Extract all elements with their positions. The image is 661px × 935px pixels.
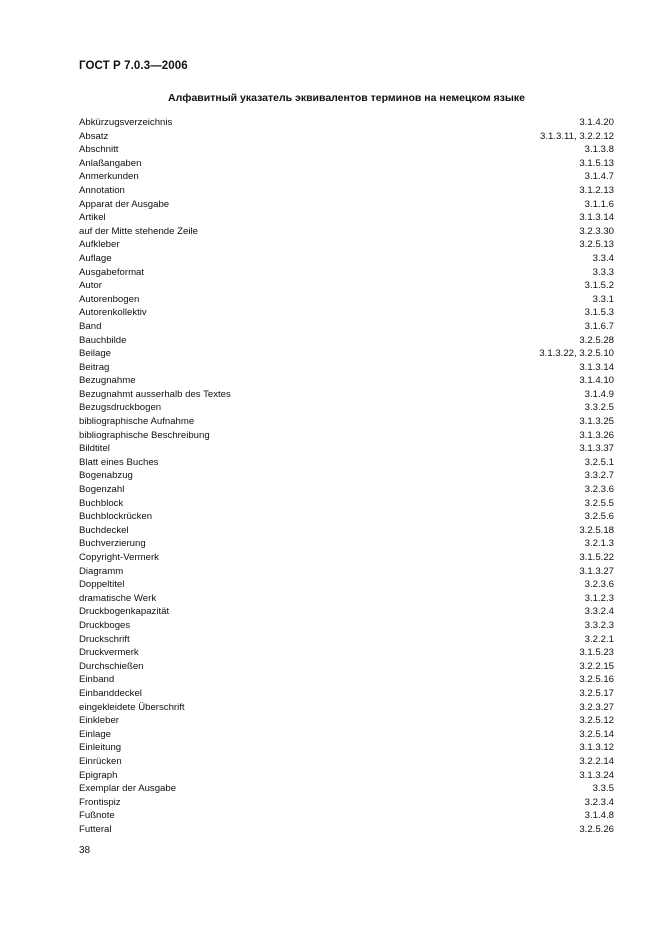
index-entry	[79, 320, 614, 334]
index-reference: 3.1.2.13	[579, 184, 614, 196]
index-term: bibliographische Aufnahme	[79, 416, 195, 428]
index-term: Annotation	[79, 184, 125, 196]
index-term: Ausgabeformat	[79, 266, 145, 278]
index-reference: 3.2.3.30	[579, 225, 614, 237]
index-reference: 3.1.4.7	[584, 171, 614, 183]
index-entry	[79, 714, 614, 728]
index-term: Einband	[79, 674, 115, 686]
index-term: Apparat der Ausgabe	[79, 198, 170, 210]
index-title: Алфавитный указатель эквивалентов терминов на немецком языке	[168, 92, 525, 104]
index-term: Bezugnahme	[79, 375, 136, 387]
index-reference: 3.1.4.8	[584, 810, 614, 822]
index-term: Durchschießen	[79, 660, 144, 672]
index-entry	[79, 524, 614, 538]
index-entry	[79, 646, 614, 660]
index-term: Beitrag	[79, 361, 110, 373]
index-reference: 3.2.5.28	[579, 334, 614, 346]
index-reference: 3.1.5.13	[579, 157, 614, 169]
index-reference: 3.3.2.4	[584, 606, 614, 618]
index-entry	[79, 225, 614, 239]
index-term: Bezugnahmt ausserhalb des Textes	[79, 388, 231, 400]
index-entry	[79, 728, 614, 742]
index-entry	[79, 456, 614, 470]
index-term: Autorenbogen	[79, 293, 140, 305]
index-term: Absatz	[79, 130, 109, 142]
index-term: Doppeltitel	[79, 579, 125, 591]
index-term: Exemplar der Ausgabe	[79, 783, 177, 795]
index-term: Anlaßangaben	[79, 157, 142, 169]
index-term: Fußnote	[79, 810, 115, 822]
index-entry	[79, 755, 614, 769]
index-term: Einkleber	[79, 715, 119, 727]
index-reference: 3.2.3.4	[584, 796, 614, 808]
index-reference: 3.1.3.27	[579, 565, 614, 577]
index-term: Blatt eines Buches	[79, 456, 159, 468]
index-entry	[79, 796, 614, 810]
index-reference: 3.1.5.23	[579, 647, 614, 659]
index-reference: 3.1.4.20	[579, 117, 614, 128]
index-term: Frontispiz	[79, 796, 121, 808]
index-term: Bogenabzug	[79, 470, 133, 482]
index-reference: 3.2.5.16	[579, 674, 614, 686]
index-reference: 3.2.5.17	[579, 687, 614, 699]
index-term: Anmerkunden	[79, 171, 139, 183]
index-reference: 3.2.3.27	[579, 701, 614, 713]
index-reference: 3.1.4.10	[579, 375, 614, 387]
index-reference: 3.3.2.7	[584, 470, 614, 482]
index-reference: 3.1.1.6	[584, 198, 614, 210]
index-reference: 3.1.3.12	[579, 742, 614, 754]
index-term: Abkürzugsverzeichnis	[79, 117, 173, 128]
index-reference: 3.1.5.3	[584, 307, 614, 319]
index-reference: 3.1.3.26	[579, 429, 614, 441]
index-entry	[79, 184, 614, 198]
index-reference: 3.2.5.6	[584, 511, 614, 523]
index-reference: 3.1.5.2	[584, 280, 614, 292]
index-reference: 3.2.5.1	[584, 456, 614, 468]
index-reference: 3.2.3.6	[584, 484, 614, 496]
index-entry	[79, 361, 614, 375]
index-term: Bezugsdruckbogen	[79, 402, 162, 414]
index-term: Einlage	[79, 728, 112, 740]
index-entry	[79, 401, 614, 415]
index-reference: 3.2.2.14	[579, 755, 614, 767]
index-entry	[79, 252, 614, 266]
index-reference: 3.2.2.15	[579, 660, 614, 672]
index-term: Autorenkollektiv	[79, 307, 147, 319]
index-reference: 3.2.2.1	[584, 633, 614, 645]
index-entry	[79, 198, 614, 212]
index-term: Druckboges	[79, 619, 131, 631]
index-term: Bildtitel	[79, 443, 110, 455]
index-term: Autor	[79, 280, 102, 292]
index-reference: 3.1.3.24	[579, 769, 614, 781]
index-entry	[79, 293, 614, 307]
index-entry	[79, 483, 614, 497]
index-term: Diagramm	[79, 565, 124, 577]
index-reference: 3.2.5.12	[579, 715, 614, 727]
index-entry	[79, 741, 614, 755]
index-term: Druckschrift	[79, 633, 130, 645]
index-reference: 3.1.5.22	[579, 552, 614, 563]
index-reference: 3.1.3.37	[579, 443, 614, 455]
index-term: Druckvermerk	[79, 647, 139, 659]
index-entry	[79, 660, 614, 674]
index-entry	[79, 347, 614, 361]
index-term: Einleitung	[79, 742, 122, 754]
index-entry	[79, 279, 614, 293]
index-entry	[79, 442, 614, 456]
index-entry	[79, 334, 614, 348]
index-reference: 3.2.5.26	[579, 823, 614, 835]
index-reference: 3.3.5	[592, 783, 614, 795]
index-entry	[79, 769, 614, 783]
index-entry	[79, 537, 614, 551]
index-entry	[79, 809, 614, 823]
index-entry	[79, 157, 614, 171]
index-reference: 3.1.6.7	[584, 320, 614, 332]
index-entries-list	[79, 116, 614, 836]
index-reference: 3.3.2.5	[584, 402, 614, 414]
index-entry	[79, 374, 614, 388]
index-term: Auflage	[79, 252, 112, 264]
index-reference: 3.2.3.6	[584, 579, 614, 591]
index-reference: 3.1.3.14	[579, 212, 614, 224]
index-term: Bauchbilde	[79, 334, 127, 346]
index-reference: 3.1.3.22, 3.2.5.10	[539, 348, 614, 360]
index-term: Abschnitt	[79, 144, 119, 156]
index-entry	[79, 211, 614, 225]
document-header: ГОСТ Р 7.0.3—2006	[79, 60, 188, 72]
index-reference: 3.2.5.14	[579, 728, 614, 740]
index-reference: 3.1.3.8	[584, 144, 614, 156]
index-term: Buchverzierung	[79, 538, 146, 550]
index-reference: 3.3.2.3	[584, 619, 614, 631]
index-entry	[79, 823, 614, 837]
index-entry	[79, 565, 614, 579]
index-entry	[79, 497, 614, 511]
index-reference: 3.1.2.3	[584, 592, 614, 604]
index-term: Buchblockrücken	[79, 511, 153, 523]
index-term: Buchblock	[79, 497, 124, 509]
index-entry	[79, 687, 614, 701]
index-term: auf der Mitte stehende Zeile	[79, 225, 198, 237]
index-term: Copyright-Vermerk	[79, 552, 159, 563]
index-reference: 3.2.5.5	[584, 497, 614, 509]
index-term: Bogenzahl	[79, 484, 125, 496]
index-term: eingekleidete Überschrift	[79, 701, 185, 713]
index-term: Aufkleber	[79, 239, 120, 251]
index-term: Druckbogenkapazität	[79, 606, 170, 618]
index-term: dramatische Werk	[79, 592, 157, 604]
index-entry	[79, 701, 614, 715]
index-entry	[79, 429, 614, 443]
index-entry	[79, 633, 614, 647]
index-reference: 3.2.1.3	[584, 538, 614, 550]
index-reference: 3.2.5.13	[579, 239, 614, 251]
index-term: Buchdeckel	[79, 524, 129, 536]
index-entry	[79, 238, 614, 252]
index-reference: 3.3.1	[592, 293, 614, 305]
index-entry	[79, 388, 614, 402]
index-reference: 3.2.5.18	[579, 524, 614, 536]
index-entry	[79, 578, 614, 592]
index-term: Einrücken	[79, 755, 122, 767]
index-entry	[79, 306, 614, 320]
index-entry	[79, 592, 614, 606]
index-entry	[79, 130, 614, 144]
index-entry	[79, 116, 614, 130]
index-entry	[79, 170, 614, 184]
index-entry	[79, 551, 614, 565]
index-reference: 3.1.3.11, 3.2.2.12	[540, 130, 614, 142]
index-term: Beilage	[79, 348, 112, 360]
index-entry	[79, 266, 614, 280]
index-entry	[79, 782, 614, 796]
index-term: Band	[79, 320, 102, 332]
index-entry	[79, 605, 614, 619]
index-entry	[79, 673, 614, 687]
page-number: 38	[79, 845, 91, 856]
index-entry	[79, 469, 614, 483]
index-entry	[79, 415, 614, 429]
index-term: Futteral	[79, 823, 112, 835]
index-entry	[79, 510, 614, 524]
index-reference: 3.1.3.14	[579, 361, 614, 373]
index-entry	[79, 143, 614, 157]
index-reference: 3.3.4	[592, 252, 614, 264]
index-reference: 3.3.3	[592, 266, 614, 278]
index-term: Einbanddeckel	[79, 687, 142, 699]
index-term: Artikel	[79, 212, 106, 224]
index-reference: 3.1.3.25	[579, 416, 614, 428]
index-term: bibliographische Beschreibung	[79, 429, 210, 441]
index-reference: 3.1.4.9	[584, 388, 614, 400]
index-entry	[79, 619, 614, 633]
index-term: Epigraph	[79, 769, 118, 781]
